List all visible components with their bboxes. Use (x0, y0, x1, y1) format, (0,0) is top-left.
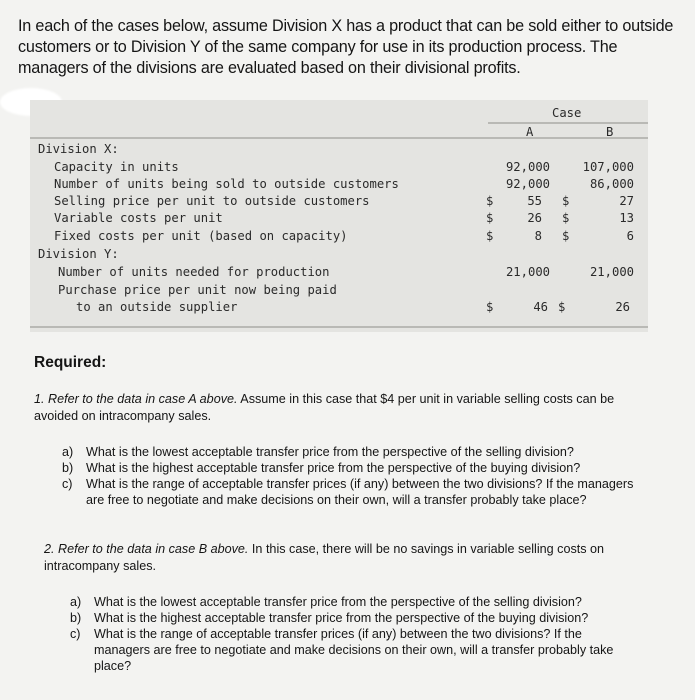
part-label: c) (62, 477, 73, 491)
value-b: 27 (619, 194, 634, 208)
question-2-lead: 2. Refer to the data in case B above. (44, 542, 249, 556)
case-header-rule (488, 122, 648, 124)
value-a: 46 (533, 300, 548, 314)
row-label-continued: to an outside supplier (76, 300, 238, 314)
question-1 (34, 391, 654, 425)
value-b: 86,000 (589, 177, 634, 191)
currency-b: $ (562, 211, 570, 225)
value-a: 8 (534, 229, 542, 243)
currency-b: $ (562, 194, 570, 208)
row-label: Number of units needed for production (58, 265, 330, 279)
row-label: Variable costs per unit (54, 211, 223, 225)
value-b: 26 (615, 300, 630, 314)
part-text: What is the lowest acceptable transfer price from the perspective of the selling division? (86, 445, 574, 459)
part-label: b) (62, 461, 74, 475)
question-2a (70, 594, 660, 610)
part-label: c) (70, 627, 81, 641)
division-x-heading: Division X: (38, 142, 119, 156)
value-b: 107,000 (582, 160, 634, 174)
currency-a: $ (486, 229, 494, 243)
part-label: a) (62, 445, 74, 459)
question-1a (62, 444, 652, 460)
column-header-b: B (606, 125, 614, 139)
question-2 (44, 541, 664, 575)
question-2-text: In this case, there will be no savings in variable selling costs on intracompany sales. (44, 542, 605, 573)
column-header-rule (30, 137, 648, 139)
row-label: Number of units being sold to outside customers (54, 177, 399, 191)
intro-paragraph: In each of the cases below, assume Division X has a product that can be sold either to outside customers or to Division Y of the same company for use in its production process. The managers of the divisions are evaluated based on their divisional profits. (18, 17, 674, 77)
row-label: Fixed costs per unit (based on capacity) (54, 229, 348, 243)
part-text: What is the lowest acceptable transfer price from the perspective of the selling division? (94, 595, 582, 609)
case-header: Case (552, 106, 582, 120)
currency-b: $ (562, 229, 570, 243)
value-a: 55 (527, 194, 542, 208)
value-a: 92,000 (505, 160, 550, 174)
division-y-heading: Division Y: (38, 247, 119, 261)
question-2b (70, 610, 660, 626)
value-b: 6 (626, 229, 634, 243)
currency-a: $ (486, 211, 494, 225)
question-1-lead: 1. Refer to the data in case A above. (34, 392, 238, 406)
part-text: What is the highest acceptable transfer price from the perspective of the buying division? (94, 611, 589, 625)
row-label: Selling price per unit to outside customers (54, 194, 370, 208)
value-b: 13 (619, 211, 634, 225)
data-table (30, 100, 648, 332)
column-header-a: A (526, 125, 534, 139)
value-a: 92,000 (505, 177, 550, 191)
question-1b (62, 460, 652, 476)
question-2c (70, 626, 660, 682)
currency-a: $ (486, 300, 494, 314)
part-text: What is the range of acceptable transfer prices (if any) between the two divisions? If the managers are free to negotiate and make decisions on their own, will a transfer probably take place? (86, 477, 634, 507)
question-1-text: Assume in this case that $4 per unit in variable selling costs can be avoided on intracompany sales. (34, 392, 615, 423)
part-label: b) (70, 611, 82, 625)
value-b: 21,000 (589, 265, 634, 279)
question-1c (62, 476, 652, 528)
value-a: 21,000 (505, 265, 550, 279)
table-bottom-rule (30, 326, 648, 328)
currency-b: $ (558, 300, 566, 314)
part-text: What is the highest acceptable transfer price from the perspective of the buying division? (86, 461, 581, 475)
part-label: a) (70, 595, 82, 609)
currency-a: $ (486, 194, 494, 208)
row-label: Capacity in units (54, 160, 179, 174)
value-a: 26 (527, 211, 542, 225)
required-heading: Required: (34, 354, 107, 371)
row-label: Purchase price per unit now being paid (58, 283, 337, 297)
part-text: What is the range of acceptable transfer prices (if any) between the two divisions? If the managers are free to negotiate and make decisions on their own, will a transfer probably take place? (94, 627, 614, 673)
